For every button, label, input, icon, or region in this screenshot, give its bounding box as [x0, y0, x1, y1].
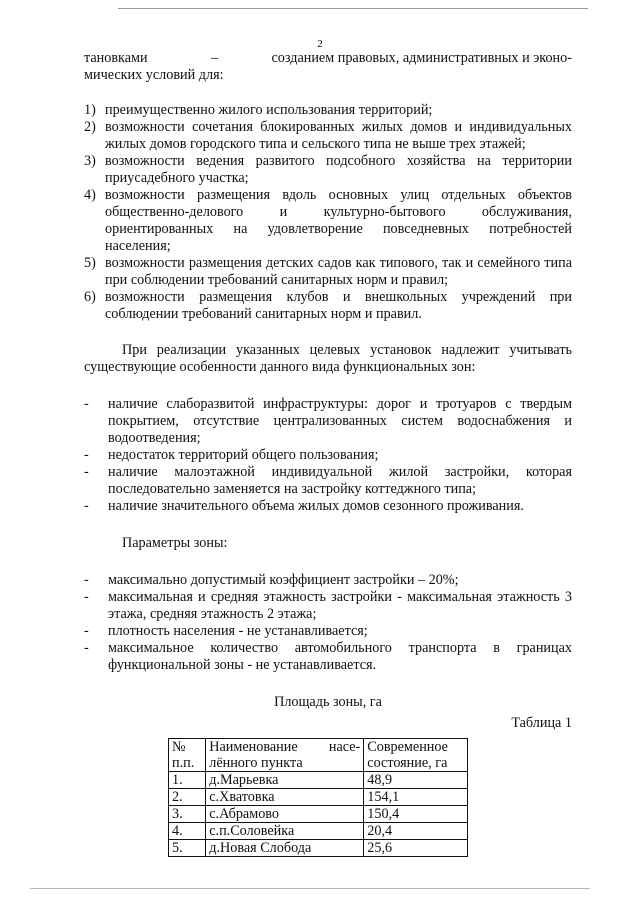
intro-left: тановками: [84, 50, 148, 66]
list-item: 2) возможности сочетания блокированных жилых домов и индивидуальных жилых домов городского типа и сельского типа не выше трех этажей;: [84, 119, 572, 152]
features-list: [84, 396, 572, 515]
table-row: 1. д.Марьевка 48,9: [169, 772, 468, 789]
area-table: [168, 738, 468, 857]
params-heading: Параметры зоны:: [122, 535, 228, 551]
list-item: - наличие слаборазвитой инфраструктуры: дорог и тротуаров с твердым покрытием, отсутствие централизованных систем водоснабжения и водоотведения;: [84, 396, 572, 446]
list-item: - наличие значительного объема жилых домов сезонного проживания.: [84, 498, 524, 514]
body-paragraph: При реализации указанных целевых установок надлежит учитывать существующие особенности данного вида функциональных зон:: [84, 342, 572, 375]
page-number: 2: [317, 38, 323, 50]
list-item: - максимальное количество автомобильного транспорта в границах функциональной зоны - не устанавливается.: [84, 640, 572, 673]
header-area: Современное состояние, га: [364, 739, 468, 772]
list-item: 1) преимущественно жилого использования территорий;: [84, 102, 433, 118]
table-row: 3. с.Абрамово 150,4: [169, 806, 468, 823]
table-label: Таблица 1: [511, 715, 572, 731]
intro-line2: мических условий для:: [84, 67, 224, 83]
header-name: Наименование насе- лённого пункта: [206, 739, 364, 772]
table-caption: Площадь зоны, га: [274, 694, 382, 710]
intro-dash: –: [211, 50, 219, 66]
list-item: 6) возможности размещения клубов и внешкольных учреждений при соблюдении требований санитарных норм и правил.: [84, 289, 572, 322]
header-number: № п.п.: [169, 739, 206, 772]
list-item: - плотность населения - не устанавливается;: [84, 623, 368, 639]
numbered-list: [84, 102, 572, 323]
document-body: [84, 50, 572, 857]
intro-right: созданием правовых, административных и эконо-: [271, 50, 572, 66]
list-item: 4) возможности размещения вдоль основных улиц отдельных объектов общественно-делового и культурно-бытового обслуживания, ориентированных на удовлетворение повседневных потребностей населения;: [84, 187, 572, 254]
list-item: 5) возможности размещения детских садов как типового, так и семейного типа при соблюдении требований санитарных норм и правил;: [84, 255, 572, 288]
table-row: 5. д.Новая Слобода 25,6: [169, 840, 468, 857]
bottom-scan-line: [30, 888, 590, 889]
table-row: 2. с.Хватовка 154,1: [169, 789, 468, 806]
params-list: [84, 572, 572, 674]
list-item: - максимальная и средняя этажность застройки - максимальная этажность 3 этажа, средняя этажность 2 этажа;: [84, 589, 572, 622]
list-item: - недостаток территорий общего пользования;: [84, 447, 379, 463]
top-scan-line: [118, 8, 588, 9]
intro-line: [84, 50, 572, 67]
list-item: 3) возможности ведения развитого подсобного хозяйства на территории приусадебного участка;: [84, 153, 572, 186]
list-item: - максимально допустимый коэффициент застройки – 20%;: [84, 572, 459, 588]
list-item: - наличие малоэтажной индивидуальной жилой застройки, которая последовательно заменяется на застройку коттеджного типа;: [84, 464, 572, 497]
table-header-row: [169, 739, 468, 772]
table-row: 4. с.п.Соловейка 20,4: [169, 823, 468, 840]
